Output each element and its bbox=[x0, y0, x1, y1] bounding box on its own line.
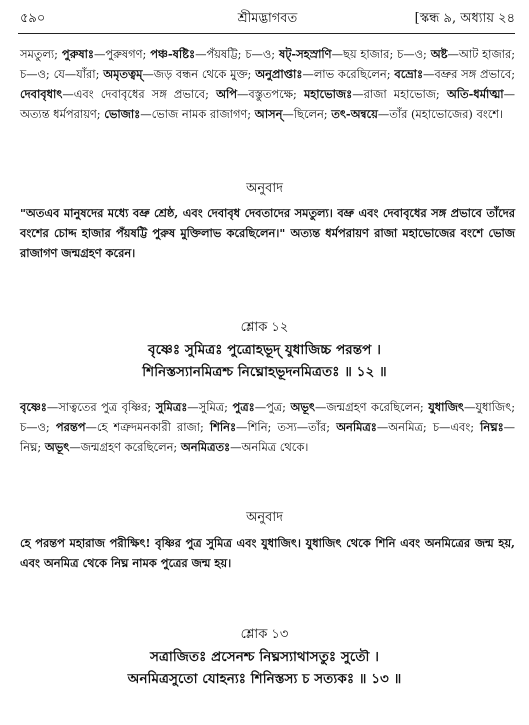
synonym-term: অভূৎ bbox=[290, 400, 315, 414]
synonym-entry bbox=[255, 67, 390, 81]
synonym-entry bbox=[181, 440, 309, 454]
synonym-meaning: —অনমিত্র; bbox=[376, 420, 427, 434]
verse-12-line-2: শিনিস্তস্যানমিত্রশ্চ নিঘ্নোহভূদনমিত্রতঃ ॥ ১২ ॥ bbox=[142, 364, 387, 380]
synonym-meaning: —পুত্র; bbox=[254, 400, 287, 414]
synonym-meaning: —এবং; bbox=[438, 420, 475, 434]
synonym-meaning: —ছিলেন; bbox=[282, 107, 328, 121]
synonym-entry bbox=[45, 440, 177, 454]
synonym-meaning: —বস্তুতপক্ষে; bbox=[236, 87, 297, 101]
header-divider bbox=[18, 33, 515, 34]
synonym-entry bbox=[291, 400, 424, 414]
translation-heading-1: অনুবাদ bbox=[246, 181, 283, 196]
synonym-entry bbox=[394, 67, 515, 81]
synonym-term: ষট্‌-সহস্রাণি bbox=[278, 47, 332, 61]
synonym-entry bbox=[428, 400, 515, 414]
page-header bbox=[20, 9, 515, 35]
synonym-term: পুত্রঃ bbox=[232, 400, 255, 414]
synonym-term: তস্য bbox=[277, 420, 297, 434]
synonym-term: দেবাবৃধাৎ bbox=[20, 87, 63, 101]
synonym-term: পঞ্চ-ষষ্টিঃ bbox=[150, 47, 196, 61]
synonym-meaning: —ও; bbox=[403, 47, 427, 61]
verse-12-label: শ্লোক ১২ bbox=[240, 320, 289, 335]
synonym-entry bbox=[216, 87, 297, 101]
synonym-entry bbox=[433, 420, 474, 434]
synonym-term: মহাভোজঃ bbox=[303, 87, 353, 101]
synonym-meaning: —যুধাজিৎ; bbox=[464, 400, 516, 414]
synonym-entry bbox=[245, 47, 275, 61]
synonym-entry bbox=[255, 107, 328, 121]
synonym-term: অভূৎ bbox=[44, 440, 70, 454]
translation-text-2: হে পরন্তপ মহারাজ পরীক্ষিৎ! বৃষ্ণির পুত্র সুমিত্র এবং যুধাজিৎ। যুধাজিৎ থেকে শিনি এবং অনমিত্রের জন্ম হয়, এবং অনমিত্র থেকে নিঘ্ন নামক পুত্রের জন্ম হয়। bbox=[20, 536, 515, 570]
synonym-meaning: —আট হাজার; bbox=[447, 47, 516, 61]
synonym-entry bbox=[304, 87, 440, 101]
verse-13-line-1: সত্রাজিতঃ প্রসেনশ্চ নিঘ্নস্যাথাসতুঃ সুতৌ । bbox=[149, 649, 380, 665]
synonym-term: পুরুষাঃ bbox=[61, 47, 95, 61]
book-title: শ্রীমদ্ভাগবত bbox=[237, 11, 298, 26]
verse-13-label: শ্লোক ১৩ bbox=[240, 627, 289, 642]
synonym-entry bbox=[233, 400, 287, 414]
synonym-entry bbox=[277, 420, 330, 434]
synonym-term: নিঘ্নঃ bbox=[480, 420, 504, 434]
synonym-term: অনমিত্রতঃ bbox=[180, 440, 231, 454]
page-number: ৫৯০ bbox=[20, 11, 46, 26]
synonym-entry bbox=[62, 47, 146, 61]
synonym-meaning: —ও; bbox=[251, 47, 276, 61]
synonym-term: অষ্ট bbox=[430, 47, 448, 61]
verse-12-line-1: বৃষ্ণেঃ সুমিত্রঃ পুত্রোহভূদ্ যুধাজিচ্চ পরন্তপ । bbox=[148, 342, 381, 358]
synonym-meaning: —সাত্বতের পুত্র বৃষ্ণির; bbox=[46, 400, 152, 414]
synonym-term: চ bbox=[397, 47, 404, 61]
synonym-term: অতি-ধর্মাত্মা bbox=[446, 87, 504, 101]
synonym-entry bbox=[20, 420, 50, 434]
synonym-entry bbox=[150, 47, 241, 61]
synonym-term: অপি bbox=[216, 87, 237, 101]
synonym-meaning: —ও; bbox=[26, 420, 50, 434]
synonym-meaning: —অত্যন্ত ধর্মপরায়ণ; bbox=[20, 87, 515, 121]
translation-heading-2: অনুবাদ bbox=[246, 510, 283, 525]
synonym-meaning: —জড় বন্ধন থেকে মুক্ত; bbox=[142, 67, 252, 81]
synonym-meaning: —এবং দেবাবৃধের সঙ্গ প্রভাবে; bbox=[62, 87, 209, 101]
synonym-term: অনমিত্রঃ bbox=[336, 420, 377, 434]
synonym-term: চ bbox=[432, 420, 439, 434]
synonym-meaning: —লাভ করেছিলেন; bbox=[302, 67, 391, 81]
synonym-term: বভ্রোঃ bbox=[394, 67, 424, 81]
synonym-term: আসন্ bbox=[254, 107, 283, 121]
synonym-meaning: —তাঁর; bbox=[296, 420, 331, 434]
synonym-meaning: —ভোজ নামক রাজাগণ; bbox=[140, 107, 252, 121]
synonym-meaning: —পঁয়ষট্টি; bbox=[195, 47, 242, 61]
synonym-entry bbox=[20, 67, 50, 81]
synonym-meaning: —শিনি; bbox=[236, 420, 272, 434]
synonym-meaning: —নিঘ্ন; bbox=[20, 420, 516, 454]
synonym-entry bbox=[331, 107, 503, 121]
synonym-term: চ bbox=[20, 420, 27, 434]
synonym-meaning: —সুমিত্র; bbox=[187, 400, 229, 414]
synonym-term: ভোজাঃ bbox=[104, 107, 141, 121]
synonym-meaning: —ছয় হাজার; bbox=[331, 47, 394, 61]
synonym-meaning: —হে শত্রুদমনকারী রাজা; bbox=[85, 420, 204, 434]
synonym-entry bbox=[20, 47, 58, 61]
synonyms-block-1 bbox=[20, 44, 515, 124]
synonym-entry bbox=[20, 87, 209, 101]
synonym-term: চ bbox=[20, 67, 27, 81]
synonym-term: পরন্তপ bbox=[55, 420, 86, 434]
synonym-entry bbox=[336, 420, 427, 434]
synonym-term: তৎ-অন্বয়ে bbox=[331, 107, 378, 121]
synonym-entry bbox=[397, 47, 427, 61]
synonym-entry bbox=[54, 67, 100, 81]
synonym-entry bbox=[104, 107, 251, 121]
synonym-entry bbox=[431, 47, 515, 61]
synonym-meaning: —অনমিত্র থেকে। bbox=[230, 440, 309, 454]
synonym-meaning: —যাঁরা; bbox=[64, 67, 100, 81]
synonym-entry bbox=[103, 67, 251, 81]
synonym-meaning: —রাজা মহাভোজ; bbox=[352, 87, 440, 101]
synonym-term: যুধাজিৎ bbox=[428, 400, 465, 414]
synonyms-block-2 bbox=[20, 397, 515, 457]
synonym-meaning: —জন্মগ্রহণ করেছিলেন; bbox=[314, 400, 424, 414]
synonym-entry bbox=[56, 420, 204, 434]
synonym-term: যে bbox=[53, 67, 65, 81]
translation-text-1: "অতএব মানুষদের মধ্যে বভ্রু শ্রেষ্ঠ, এবং দেবাবৃধ দেবতাদের সমতুল্য। বভ্রু এবং দেবাবৃধের সঙ্গ প্রভাবে তাঁদের বংশের চোদ্দ হাজার পঁয়ষট্টি পুরুষ মুক্তিলাভ করেছিলেন।" অত্যন্ত ধর্মপরায়ণ রাজা মহাভোজের বংশে ভোজ রাজাগণ জন্মগ্রহণ করেন। bbox=[20, 206, 515, 260]
synonym-meaning: —বভ্রুর সঙ্গ প্রভাবে; bbox=[423, 67, 516, 81]
synonym-entry bbox=[156, 400, 228, 414]
synonym-entry bbox=[210, 420, 271, 434]
synonym-entry bbox=[20, 400, 151, 414]
synonym-term: অমৃতত্বম্ bbox=[103, 67, 143, 81]
synonym-term: চ bbox=[245, 47, 252, 61]
synonym-term: বৃষ্ণেঃ bbox=[20, 400, 47, 414]
synonym-term: সুমিত্রঃ bbox=[155, 400, 188, 414]
verse-13-line-2: অনমিত্রসুতো যোহন্যঃ শিনিস্তস্য চ সত্যকঃ ॥ ১৩ ॥ bbox=[127, 671, 402, 687]
synonym-entry bbox=[279, 47, 393, 61]
chapter-reference: [স্কন্ধ ৯, অধ্যায় ২৪ bbox=[414, 11, 515, 26]
synonym-meaning: —তাঁর (মহাভোজের) বংশে। bbox=[377, 107, 504, 121]
synonym-meaning: —পুরুষগণ; bbox=[94, 47, 147, 61]
synonym-meaning: —ও; bbox=[26, 67, 50, 81]
synonym-term: সমতুল্য; bbox=[20, 47, 59, 61]
synonym-meaning: —জন্মগ্রহণ করেছিলেন; bbox=[69, 440, 178, 454]
synonym-term: শিনিঃ bbox=[209, 420, 237, 434]
synonym-term: অনুপ্রাপ্তাঃ bbox=[255, 67, 303, 81]
